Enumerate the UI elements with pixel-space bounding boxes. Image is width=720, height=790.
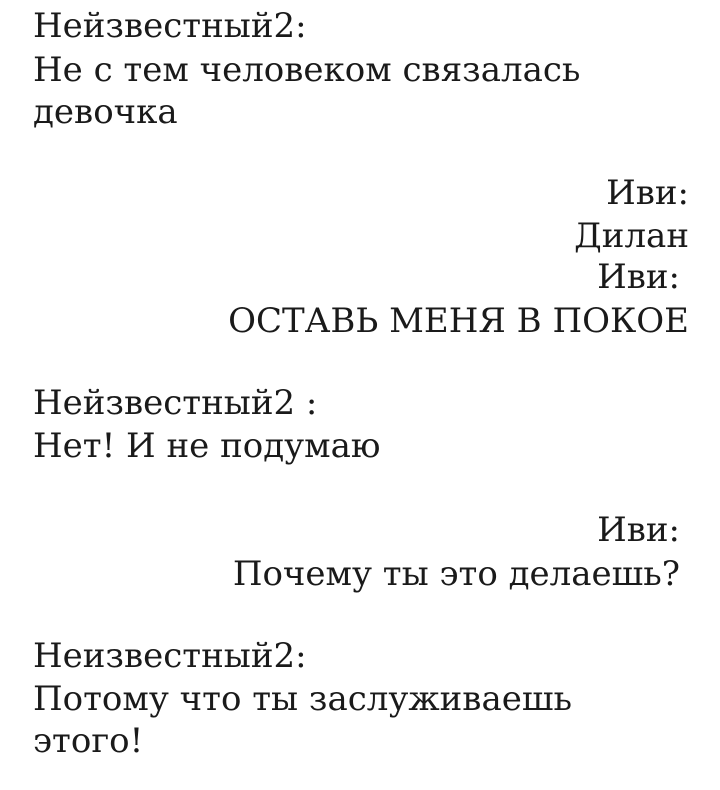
message-text: этого! bbox=[33, 721, 144, 761]
message-text: Нет! И не подумаю bbox=[33, 426, 381, 466]
message-text: Не с тем человеком связалась bbox=[33, 50, 581, 90]
message-text: Почему ты это делаешь? bbox=[232, 554, 680, 594]
message-sender: Иви: bbox=[597, 257, 680, 297]
message-sender: Неизвестный2: bbox=[33, 636, 307, 676]
message-sender: Иви: bbox=[606, 173, 689, 213]
message-sender: Нейзвестный2: bbox=[33, 6, 307, 46]
message-text: Потому что ты заслуживаешь bbox=[33, 679, 572, 719]
message-text: девочка bbox=[33, 92, 178, 132]
cut-off-previous-text bbox=[420, 0, 500, 6]
message-text: Дилан bbox=[574, 216, 689, 256]
message-sender: Иви: bbox=[597, 510, 680, 550]
message-text: ОСТАВЬ МЕНЯ В ПОКОЕ bbox=[228, 301, 689, 341]
message-sender: Нейзвестный2 : bbox=[33, 383, 318, 423]
